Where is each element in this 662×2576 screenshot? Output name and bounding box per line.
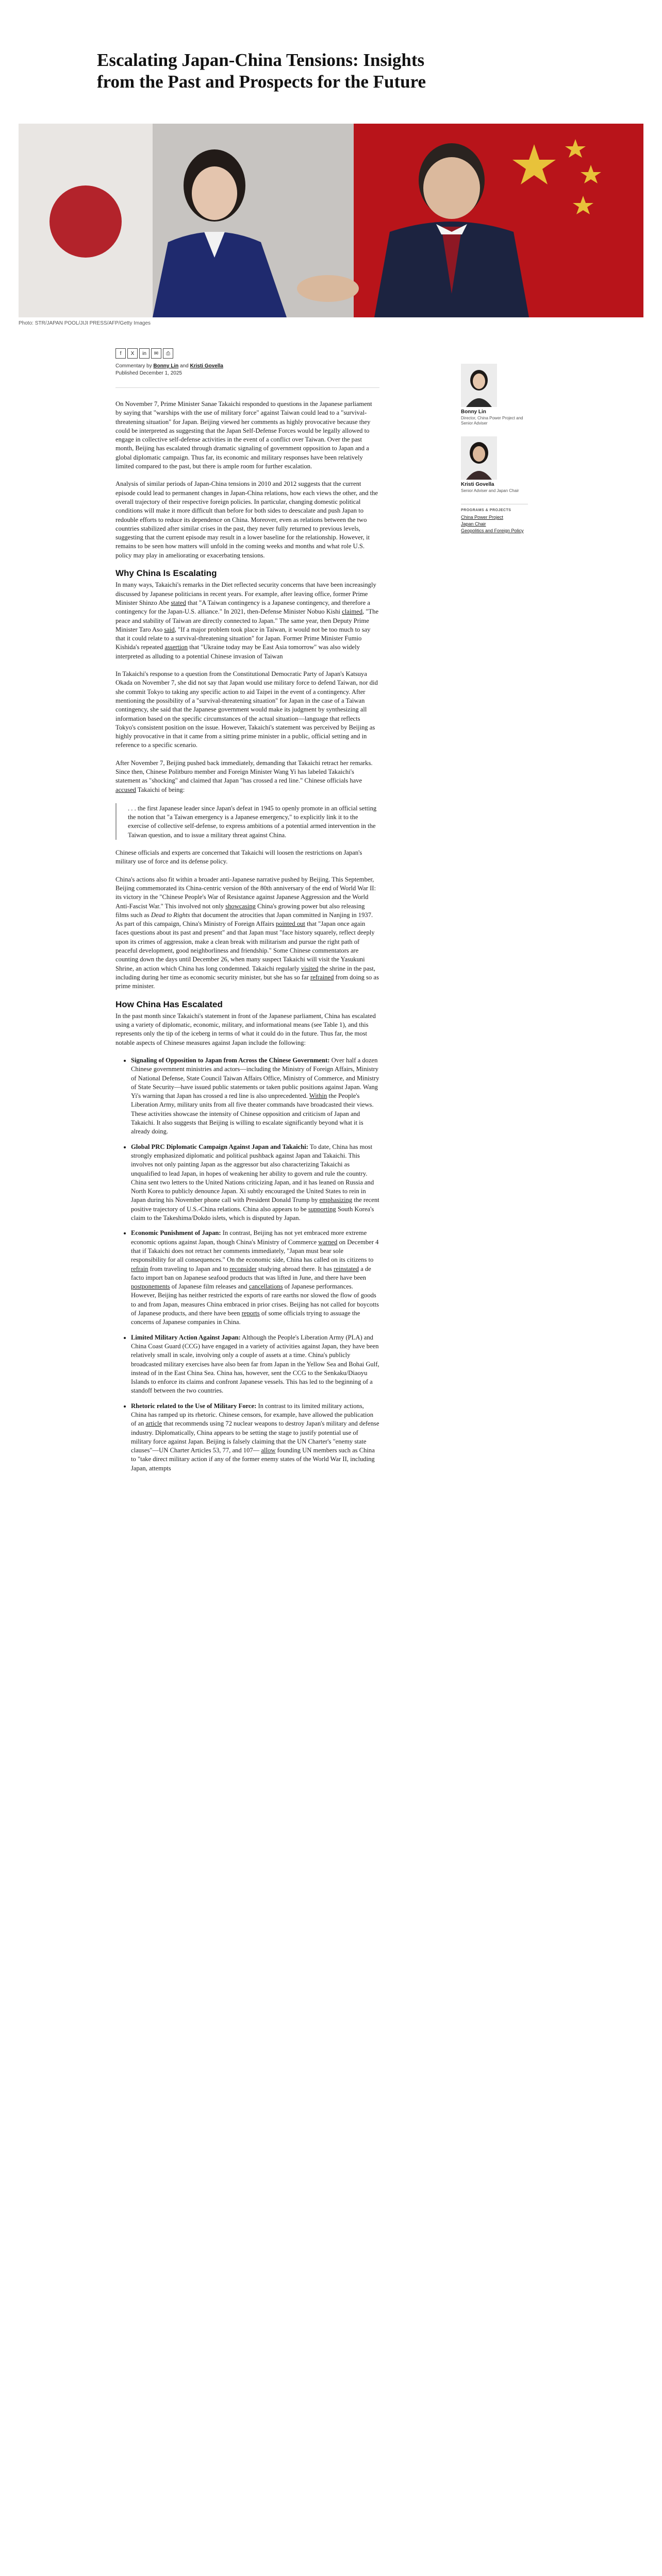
section1-paragraph-5: China's actions also fit within a broader anti-Japanese narrative pushed by Beijing. This September, Beijing commemorated its China-centric version of the 80th anniversary of the end of World War II: its victory in the "Chinese People's War of Resistance against Japanese Aggression and the World Anti-Fascist War." This involved not only showcasing China's growing power but also releasing films such as Dead to Rights that document the atrocities that Japan committed in Nanjing in 1937. As part of this campaign, China's Ministry of Foreign Affairs pointed out that "Japan once again faces questions about its past and present" and that Japan must "face history squarely, reflect deeply upon its crimes of aggression, make a clean break with militarism and pursue the right path of peaceful development, good neighborliness and friendship." Some Chinese commentators are counting down the days until December 26, when many suspect Takaichi will visit the Yasukuni Shrine, an action which China has long condemned. Takaichi regularly visited the shrine in the past, including during her time as economic security minister, but she has so far refrained from doing so as prime minister. — [115, 875, 379, 990]
author-link-2[interactable]: Kristi Govella — [190, 363, 223, 369]
intro-paragraph-1: On November 7, Prime Minister Sanae Takaichi responded to questions in the Japanese parliament by saying that "warships with the use of military force" against Taiwan could lead to a "survival-threatening situation" for Japan. Beijing viewed her comments as highly provocative because they could be interpreted as suggesting that the Japan Self-Defense Forces would be legally allowed to engage in collective self-defense activities in the event of a conflict over Taiwan. Over the past month, Beijing has escalated through dramatic signaling of government opposition to Japan and a global diplomatic campaign. Thus far, its economic and military responses have been relatively limited compared to the past, but there is ample room for further escalation. — [115, 400, 372, 470]
author-photo-2 — [461, 436, 497, 480]
link-showcasing[interactable]: showcasing — [225, 902, 256, 910]
author-role: Director, China Power Project and Senior Adviser — [461, 416, 523, 426]
link-reports[interactable]: reports — [241, 1310, 260, 1317]
list-item: • Signaling of Opposition to Japan from Across the Chinese Government: Over half a dozen Chinese government ministries and actors—including the Ministry of Foreign Affairs, Ministry of National Defense, State Council Taiwan Affairs Office, Ministry of Commerce, and Ministry of State Security—have issued public statements or taken public positions against Japan. Wang Yi's warning that Japan has crossed a red line is also unprecedented. Within the People's Liberation Army, military units from all five theater commands have broadcasted their views. These activities showcase the intensity of Chinese opposition and criticism of Japan and Takaichi. It also suggests that Beijing is willing to escalate significantly beyond what it is already doing. — [131, 1056, 379, 1137]
list-item: • Global PRC Diplomatic Campaign Against Japan and Takaichi: To date, China has most strongly emphasized diplomatic and political pushback against Japan and Takaichi. This involves not only painting Japan as the aggressor but also characterizing Takaichi as unqualified to lead Japan, in hopes of weakening her ability to govern and rule the country. China sent two letters to the United Nations criticizing Japan, and it has leaned on Russia and North Korea to publicly denounce Japan. Xi subtly encouraged the United States to rein in Japan during his November phone call with President Donald Trump by emphasizing the recent positive trajectory of U.S.-China relations. China also appears to be supporting South Korea's claim to the Takeshima/Dokdo islets, which is disputed by Japan. — [131, 1143, 379, 1223]
measures-list — [131, 1056, 379, 1473]
link-stated[interactable]: stated — [171, 599, 186, 606]
byline — [115, 363, 223, 377]
intro-paragraph-2: Analysis of similar periods of Japan-China tensions in 2010 and 2012 suggests that the current episode could lead to permanent changes in Japan-China relations, how each views the other, and the overall trajectory of their respective foreign policies. In particular, changing domestic political conditions will make it more difficult than before for both sides to deescalate and push Japan to redouble efforts to reduce its dependence on China. Moreover, even as relations between the two countries stabilized after similar crises in the past, they never fully returned to previous levels, suggesting that the current episode may result in a lower baseline for the relationship. However, it remains to be seen how matters will unfold in the coming weeks and months and what role U.S. policy may play in ameliorating or exacerbating tensions. — [115, 480, 378, 559]
link-allow[interactable]: allow — [261, 1447, 276, 1454]
author-card-1[interactable] — [461, 364, 528, 426]
link-assertion[interactable]: assertion — [164, 643, 188, 651]
x-share-button[interactable]: X — [127, 348, 138, 359]
linkedin-share-button[interactable]: in — [139, 348, 150, 359]
section-heading-how: How China Has Escalated — [115, 999, 223, 1009]
share-bar — [115, 348, 173, 359]
article-body — [115, 400, 379, 1479]
tags-title: PROGRAMS & PROJECTS — [461, 509, 511, 512]
link-warned[interactable]: warned — [318, 1238, 338, 1246]
hero-image — [19, 124, 643, 317]
article-title: Escalating Japan-China Tensions: Insights from the Past and Prospects for the Future — [97, 50, 426, 92]
link-visited[interactable]: visited — [301, 964, 319, 972]
tag-link[interactable]: Geopolitics and Foreign Policy — [461, 528, 524, 533]
list-item: • Rhetoric related to the Use of Military Force: In contrast to its limited military actions, China has ramped up its rhetoric. Chinese censors, for example, have allowed the publication of an article that recommends using 72 nuclear weapons to destroy Japan's military and defense industry. Diplomatically, China appears to be setting the stage to justify potential use of military force against Japan. Beijing is falsely claiming that the UN Charter's "enemy state clauses"—UN Charter Articles 53, 77, and 107— allow founding UN members such as China to "take direct military action if any of the former enemy states of the World War II, including Japan, attempts — [131, 1402, 379, 1473]
link-claimed[interactable]: claimed — [342, 608, 363, 616]
section1-paragraph-3: After November 7, Beijing pushed back immediately, demanding that Takaichi retract her remarks. Since then, Chinese Politburo member and Foreign Minister Wang Yi has labeled Takaichi's statement as "shocking" and claimed that Japan "has crossed a red line." Chinese officials have accused Takaichi of being: — [115, 759, 373, 793]
link-accused[interactable]: accused — [115, 786, 136, 793]
link-supporting[interactable]: supporting — [308, 1205, 336, 1213]
link-postponements[interactable]: postponements — [131, 1283, 170, 1291]
link-article[interactable]: article — [145, 1420, 162, 1428]
print-button[interactable]: ⎙ — [163, 348, 173, 359]
byline-prefix: Commentary by — [115, 363, 152, 369]
link-pointed-out[interactable]: pointed out — [275, 920, 305, 928]
link-emphasizing[interactable]: emphasizing — [319, 1196, 353, 1204]
pull-quote: . . . the first Japanese leader since Japan's defeat in 1945 to openly promote in an official setting the notion that "a Taiwan emergency is a Japanese emergency," to explicitly link it to the exercise of collective self-defense, to express ambitions of a potential armed intervention in the Taiwan question, and to issue a military threat against China. — [115, 803, 379, 840]
section1-paragraph-1: In many ways, Takaichi's remarks in the Diet reflected security concerns that have been increasingly discussed by Japanese politicians in recent years. For example, after leaving office, former Prime Minister Shinzo Abe stated that "A Taiwan contingency is a Japanese contingency, and therefore a contingency for the Japan-U.S. alliance." In 2021, then-Defense Minister Nobuo Kishi claimed, "The peace and stability of Taiwan are directly connected to Japan." The same year, then Deputy Prime Minister Taro Aso said, "If a major problem took place in Taiwan, it would not be too much to say that it could relate to a survival-threatening situation" for Japan. Former Prime Minister Fumio Kishida's repeated assertion that "Ukraine today may be East Asia tomorrow" was also widely interpreted as alluding to a potential Chinese invasion of Taiwan — [115, 581, 379, 660]
author-name[interactable]: Kristi Govella — [461, 482, 494, 487]
section1-paragraph-4: Chinese officials and experts are concerned that Takaichi will loosen the restrictions on Japan's military use of force and its defense policy. — [115, 849, 362, 866]
avatar[interactable] — [461, 436, 497, 480]
avatar[interactable] — [461, 364, 497, 407]
link-cancellations[interactable]: cancellations — [249, 1283, 283, 1291]
author-photo-1 — [461, 364, 497, 407]
author-sidebar — [461, 364, 528, 534]
film-title: Dead to Rights — [151, 911, 190, 919]
email-share-button[interactable]: ✉ — [151, 348, 161, 359]
hero-photo-illustration — [19, 124, 643, 317]
author-card-2[interactable] — [461, 436, 528, 494]
link-reconsider[interactable]: reconsider — [229, 1265, 257, 1273]
facebook-share-button[interactable]: f — [115, 348, 126, 359]
link-refrained[interactable]: refrained — [310, 973, 334, 981]
link-said[interactable]: said — [164, 625, 175, 633]
byline-divider — [115, 387, 379, 388]
link-within[interactable]: Within — [309, 1092, 327, 1100]
byline-and: and — [180, 363, 189, 369]
author-name[interactable]: Bonny Lin — [461, 409, 486, 415]
section-heading-why: Why China Is Escalating — [115, 568, 217, 579]
link-refrain[interactable]: refrain — [131, 1265, 148, 1273]
section2-paragraph-1: In the past month since Takaichi's statement in front of the Japanese parliament, China has escalated using a variety of diplomatic, economic, military, and informational means (see Table 1), and this represents only the tip of the iceberg in terms of what it could do in the future. Thus far, the most notable aspects of Chinese measures against Japan include the following: — [115, 1012, 376, 1046]
published-date: Published December 1, 2025 — [115, 370, 182, 376]
tag-link[interactable]: China Power Project — [461, 515, 504, 520]
section1-paragraph-2: In Takaichi's response to a question from the Constitutional Democratic Party of Japan's Katsuya Okada on November 7, she did not say that Japan would use military force to defend Taiwan, nor did she commit Tokyo to taking any specific action to aid Taipei in the event of a contingency. After mentioning the possibility of a "survival-threatening situation" for Japan in the case of a Taiwan contingency, she said that the Japanese government would make its judgment by synthesizing all information based on the specific circumstances of the actual situation—language that reflects Tokyo's consistent position on the issue. However, Takaichi's statement was perceived by Beijing as highly provocative in that it came from a sitting prime minister in a public, official setting and in reference to a specific scenario. — [115, 670, 378, 749]
photo-credit: Photo: STR/JAPAN POOL/JIJI PRESS/AFP/Getty Images — [19, 320, 151, 326]
tag-link[interactable]: Japan Chair — [461, 521, 486, 527]
list-item: • Limited Military Action Against Japan: Although the People's Liberation Army (PLA) and China Coast Guard (CCG) have engaged in a variety of activities against Japan, they have been relatively small in scale, involving only a couple of assets at a time. China's publicly broadcasted military exercises have also been far from Japan in the Yellow Sea and Bohai Gulf, instead of in the East China Sea. China has, however, sent the CCG to the Senkaku/Diaoyu Islands to enforce its claims and confront Japanese vessels. This has led to the beginning of a standoff between the two countries. — [131, 1333, 379, 1396]
author-link-1[interactable]: Bonny Lin — [153, 363, 179, 369]
link-reinstated[interactable]: reinstated — [334, 1265, 359, 1273]
author-role: Senior Adviser and Japan Chair — [461, 488, 519, 493]
list-item: • Economic Punishment of Japan: In contrast, Beijing has not yet embraced more extreme economic options against Japan, though China's Ministry of Commerce warned on December 4 that if Takaichi does not retract her comments immediately, "Japan must bear sole responsibility for all consequences." On the economic side, China has called on its citizens to refrain from traveling to Japan and to reconsider studying abroad there. It has reinstated a de facto import ban on Japanese seafood products that was lifted in June, and there have been postponements of Japanese film releases and cancellations of Japanese performances. However, Beijing has neither restricted the exports of rare earths nor slowed the flow of goods to and from Japan, measures China embraced in prior crises. Beijing has not called for boycotts of Japanese products, and there have been reports of some officials trying to assuage the concerns of Japanese companies in China. — [131, 1229, 379, 1327]
